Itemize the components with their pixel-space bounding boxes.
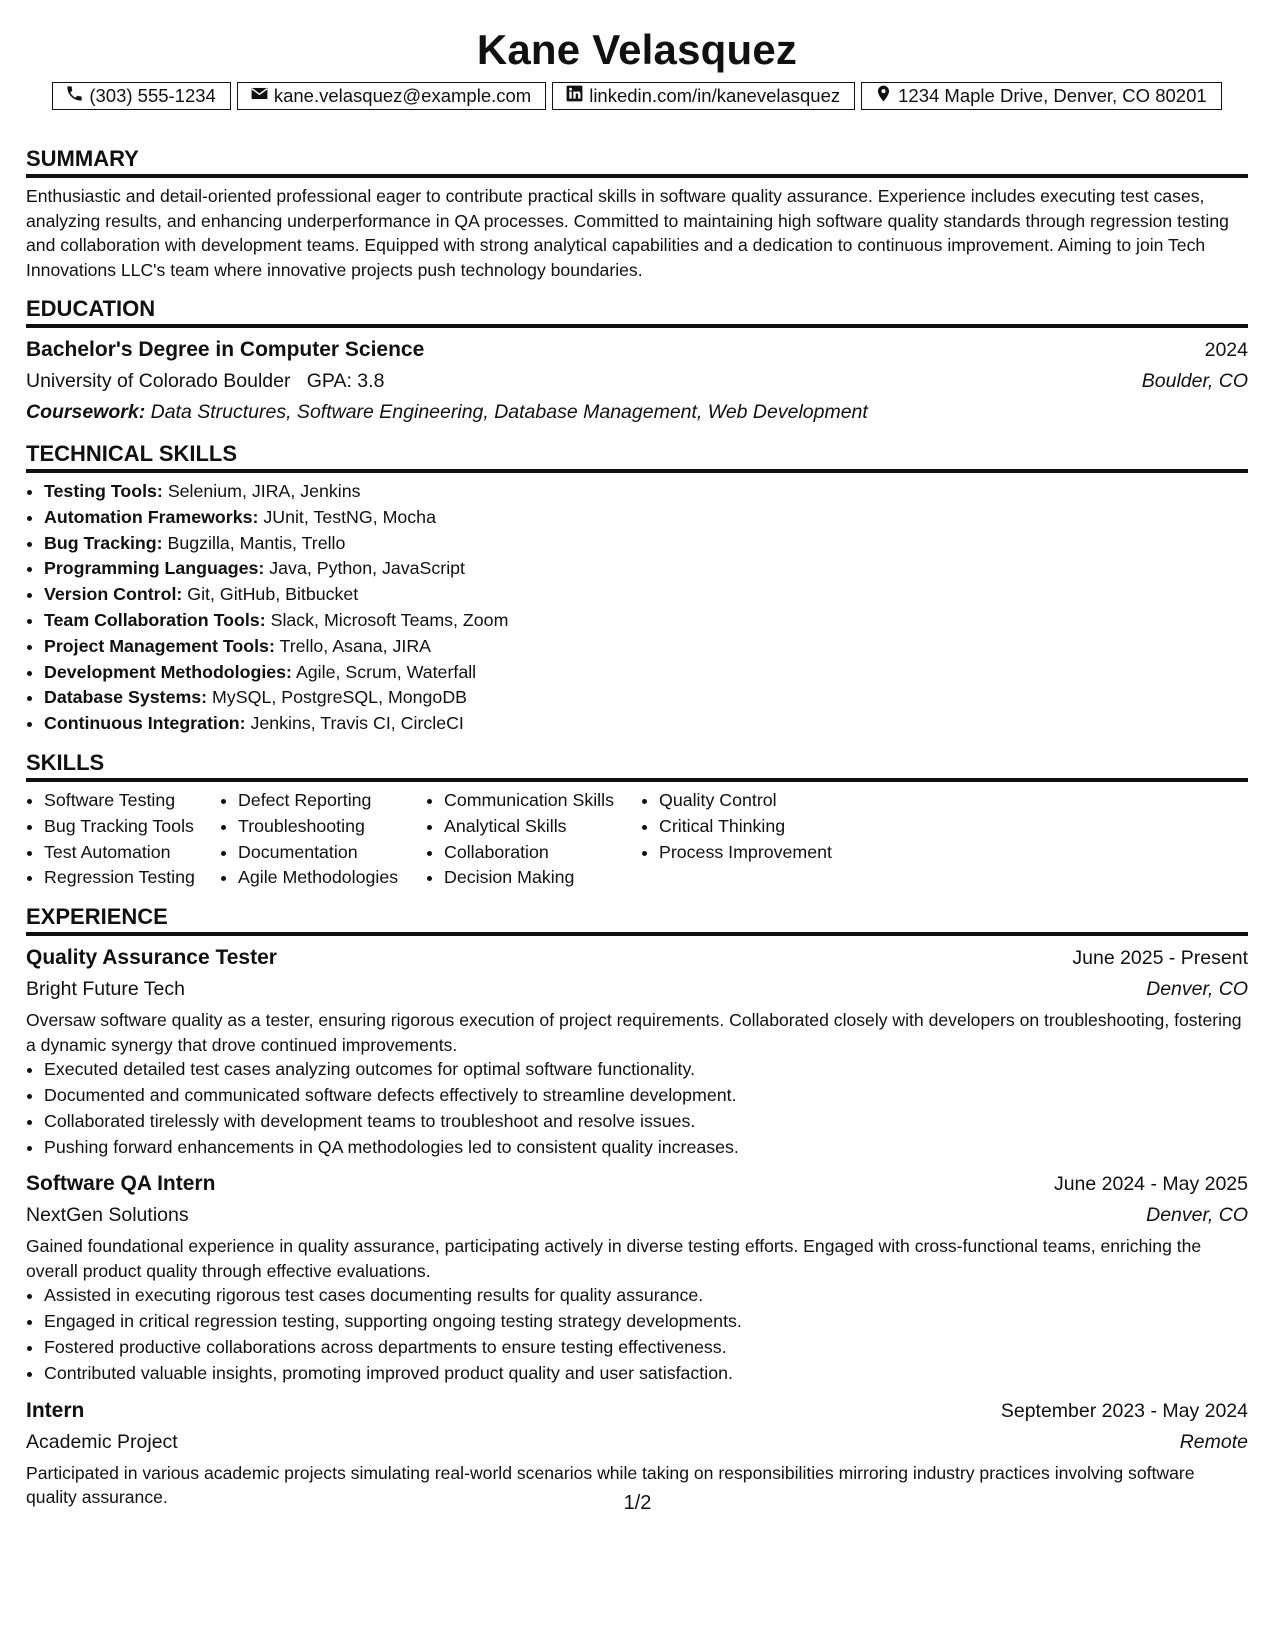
job-location: Denver, CO [1146, 1204, 1248, 1227]
education-row-1 [26, 334, 1248, 366]
job-title: Software QA Intern [26, 1172, 216, 1196]
skills-section [26, 750, 1248, 891]
list-item: • Development Methodologies: Agile, Scrum, Waterfall [44, 660, 1248, 686]
phone-icon [65, 84, 84, 108]
gpa: GPA: 3.8 [306, 370, 385, 392]
section-title-experience: EXPERIENCE [26, 904, 1248, 936]
coursework-label: Coursework: [26, 401, 146, 423]
job-dates: June 2024 - May 2025 [1053, 1173, 1248, 1196]
contact-email[interactable] [237, 82, 546, 110]
list-item: • Decision Making [444, 865, 641, 891]
list-item: • Critical Thinking [659, 814, 879, 840]
technical-skills-list [26, 479, 1248, 737]
job-dates: June 2025 - Present [1072, 947, 1248, 970]
section-title-summary: SUMMARY [26, 146, 1248, 178]
section-title-education: EDUCATION [26, 296, 1248, 328]
resume-page [26, 0, 1248, 1510]
job-bullets [26, 1057, 1248, 1160]
list-item: • Bug Tracking: Bugzilla, Mantis, Trello [44, 531, 1248, 557]
job-summary: Participated in various academic projects simulating real-world scenarios while taking on responsibilities mirroring industry practices involving software quality assurance. [26, 1462, 1195, 1508]
list-item: • Team Collaboration Tools: Slack, Microsoft Teams, Zoom [44, 608, 1248, 634]
list-item: • Defect Reporting [238, 788, 426, 814]
job-summary: Gained foundational experience in quality assurance, participating actively in diverse testing efforts. Engaged with cross-functional teams, enriching the overall product quality through effective evaluations. [26, 1236, 1202, 1281]
graduation-year: 2024 [1204, 339, 1248, 361]
job-company: Bright Future Tech [26, 978, 185, 1001]
skills-column-3 [426, 788, 641, 891]
section-title-technical-skills: TECHNICAL SKILLS [26, 441, 1248, 473]
job-dates: September 2023 - May 2024 [1000, 1399, 1248, 1422]
envelope-icon [250, 84, 269, 108]
list-item: • Continuous Integration: Jenkins, Travis CI, CircleCI [44, 711, 1248, 737]
job-company: Academic Project [26, 1430, 178, 1453]
list-item: • Documentation [238, 840, 426, 866]
list-item: • Troubleshooting [238, 814, 426, 840]
list-item: • Fostered productive collaborations across departments to ensure testing effectiveness. [44, 1335, 1248, 1361]
list-item: • Collaboration [444, 840, 641, 866]
contact-address [861, 82, 1222, 110]
list-item: • Communication Skills [444, 788, 641, 814]
list-item: • Engaged in critical regression testing, supporting ongoing testing strategy developments. [44, 1309, 1248, 1335]
coursework-list: Data Structures, Software Engineering, Database Management, Web Development [150, 401, 868, 423]
coursework [26, 397, 1248, 428]
job-location: Denver, CO [1146, 978, 1248, 1001]
list-item: • Contributed valuable insights, promoting improved product quality and user satisfaction. [44, 1361, 1248, 1387]
job-summary: Oversaw software quality as a tester, ensuring rigorous execution of project requirements. Collaborated closely with developers on troubleshooting, fostering a dynamic synergy that drove continued improvements. [26, 1010, 1242, 1055]
school-line [26, 366, 384, 397]
job-title: Quality Assurance Tester [26, 946, 277, 970]
contact-phone [52, 82, 231, 110]
list-item: • Pushing forward enhancements in QA methodologies led to consistent quality increases. [44, 1135, 1248, 1161]
degree: Bachelor's Degree in Computer Science [26, 338, 425, 361]
summary-section [26, 146, 1248, 282]
list-item: • Collaborated tirelessly with development teams to troubleshoot and resolve issues. [44, 1109, 1248, 1135]
list-item: • Regression Testing [44, 865, 220, 891]
list-item: • Test Automation [44, 840, 220, 866]
education-row-2 [26, 366, 1248, 397]
list-item: • Analytical Skills [444, 814, 641, 840]
list-item: • Executed detailed test cases analyzing outcomes for optimal software functionality. [44, 1057, 1248, 1083]
list-item: • Process Improvement [659, 840, 879, 866]
job-entry-1 [26, 942, 1248, 1160]
skills-column-2 [220, 788, 426, 891]
candidate-name: Kane Velasquez [476, 26, 798, 73]
school: University of Colorado Boulder [26, 370, 291, 392]
summary-text: Enthusiastic and detail-oriented professional eager to contribute practical skills in software quality assurance. Experience includes executing test cases, analyzing results, and enhancing underperformance in QA processes. Committed to maintaining high software quality standards through regression testing and collaboration with development teams. Equipped with strong analytical capabilities and a dedication to continuous improvement. Aiming to join Tech Innovations LLC's team where innovative projects push technology boundaries. [26, 186, 1229, 280]
job-location: Remote [1179, 1430, 1248, 1453]
list-item: • Testing Tools: Selenium, JIRA, Jenkins [44, 479, 1248, 505]
contact-address-text: 1234 Maple Drive, Denver, CO 80201 [898, 85, 1207, 106]
technical-skills-section [26, 441, 1248, 737]
list-item: • Programming Languages: Java, Python, JavaScript [44, 556, 1248, 582]
skills-column-4 [641, 788, 879, 891]
job-bullets [26, 1283, 1248, 1386]
skills-columns [26, 788, 1248, 891]
contact-phone-text: (303) 555-1234 [89, 85, 216, 106]
section-title-skills: SKILLS [26, 750, 1248, 782]
map-marker-icon [874, 84, 893, 108]
education-section [26, 296, 1248, 428]
list-item: • Database Systems: MySQL, PostgreSQL, MongoDB [44, 685, 1248, 711]
school-location: Boulder, CO [1141, 370, 1248, 392]
list-item: • Quality Control [659, 788, 879, 814]
job-entry-2 [26, 1168, 1248, 1386]
skills-column-1 [26, 788, 220, 891]
contact-email-text: kane.velasquez@example.com [273, 85, 532, 106]
list-item: • Bug Tracking Tools [44, 814, 220, 840]
contact-linkedin[interactable] [552, 82, 855, 110]
contact-linkedin-text: linkedin.com/in/kanevelasquez [589, 85, 841, 106]
linkedin-icon [565, 84, 584, 108]
list-item: • Automation Frameworks: JUnit, TestNG, Mocha [44, 505, 1248, 531]
job-title: Intern [26, 1398, 85, 1422]
list-item: • Documented and communicated software defects effectively to streamline development. [44, 1083, 1248, 1109]
list-item: • Software Testing [44, 788, 220, 814]
contact-bar [26, 82, 1248, 110]
list-item: • Assisted in executing rigorous test cases documenting results for quality assurance. [44, 1283, 1248, 1309]
job-company: NextGen Solutions [26, 1204, 189, 1227]
list-item: • Version Control: Git, GitHub, Bitbucket [44, 582, 1248, 608]
list-item: • Project Management Tools: Trello, Asana, JIRA [44, 634, 1248, 660]
page-number: 1/2 [623, 1492, 652, 1514]
experience-section [26, 904, 1248, 1509]
list-item: • Agile Methodologies [238, 865, 426, 891]
